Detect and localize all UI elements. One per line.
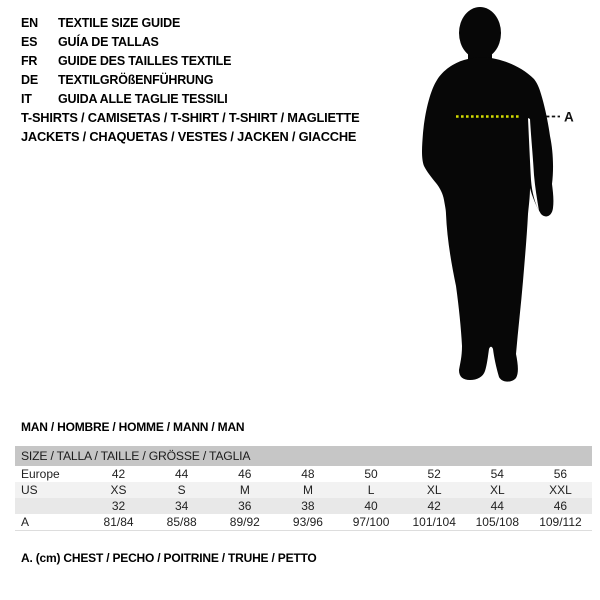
cell: 42 (111, 467, 126, 481)
cell: 56 (553, 467, 568, 481)
cell: 89/92 (213, 514, 276, 531)
cell: 42 (403, 498, 466, 514)
language-row-de (21, 71, 231, 90)
cell: 101/104 (403, 514, 466, 531)
cell: 109/112 (529, 514, 592, 531)
lang-label: GUIDA ALLE TAGLIE TESSILI (58, 92, 228, 106)
cell: XL (403, 482, 466, 498)
cell: 44 (466, 498, 529, 514)
measure-label-a: A (564, 109, 574, 125)
cell: 40 (340, 498, 403, 514)
cell: M (213, 482, 276, 498)
cell: 50 (364, 467, 378, 481)
body-shape (422, 57, 553, 381)
cell: L (340, 482, 403, 498)
row-label: A (15, 514, 87, 531)
cell: M (276, 482, 339, 498)
cell: 52 (427, 467, 441, 481)
cell: 81/84 (87, 514, 150, 531)
cell: XS (87, 482, 150, 498)
row-label: Europe (21, 467, 60, 481)
cell: 48 (301, 467, 315, 481)
language-list (21, 14, 231, 109)
cell: 85/88 (150, 514, 213, 531)
cell: 34 (150, 498, 213, 514)
category-line-tshirts: T-SHIRTS / CAMISETAS / T-SHIRT / T-SHIRT / MAGLIETTE (21, 110, 360, 125)
cell: 105/108 (466, 514, 529, 531)
cell: 38 (276, 498, 339, 514)
lang-code: ES (21, 35, 38, 49)
cell: 93/96 (276, 514, 339, 531)
gender-label: MAN / HOMBRE / HOMME / MANN / MAN (21, 420, 245, 434)
cell: 97/100 (340, 514, 403, 531)
language-row-fr (21, 52, 231, 71)
table-row-chest-a (15, 514, 592, 531)
cell: 32 (87, 498, 150, 514)
category-lines (21, 108, 359, 146)
table-row-numeric (15, 498, 592, 514)
table-row-us (15, 482, 592, 498)
cell: 36 (213, 498, 276, 514)
lang-label: TEXTILE SIZE GUIDE (58, 16, 181, 30)
man-silhouette-svg (390, 0, 600, 400)
category-line-jackets: JACKETS / CHAQUETAS / VESTES / JACKEN / GIACCHE (21, 129, 357, 144)
language-row-es (21, 33, 231, 52)
size-table-header-row (15, 446, 592, 466)
lang-label: GUÍA DE TALLAS (58, 35, 159, 49)
lang-label: TEXTILGRÖßENFÜHRUNG (58, 73, 214, 87)
cell: XL (466, 482, 529, 498)
cell: 46 (238, 467, 252, 481)
measurement-footnote: A. (cm) CHEST / PECHO / POITRINE / TRUHE / PETTO (21, 551, 317, 565)
lang-label: GUIDE DES TAILLES TEXTILE (58, 54, 232, 68)
lang-code: EN (21, 16, 38, 30)
cell: 44 (175, 467, 189, 481)
cell: 46 (529, 498, 592, 514)
lang-code: FR (21, 54, 38, 68)
man-silhouette (390, 0, 600, 400)
cell: S (150, 482, 213, 498)
size-table-header: SIZE / TALLA / TAILLE / GRÖSSE / TAGLIA (15, 446, 592, 466)
row-label: US (15, 482, 87, 498)
cell: 54 (490, 467, 504, 481)
language-row-it (21, 90, 231, 109)
language-row-en (21, 14, 231, 33)
lang-code: IT (21, 92, 32, 106)
size-table (15, 446, 592, 531)
row-label (15, 498, 87, 514)
lang-code: DE (21, 73, 38, 87)
cell: XXL (529, 482, 592, 498)
table-row-europe (15, 466, 592, 482)
